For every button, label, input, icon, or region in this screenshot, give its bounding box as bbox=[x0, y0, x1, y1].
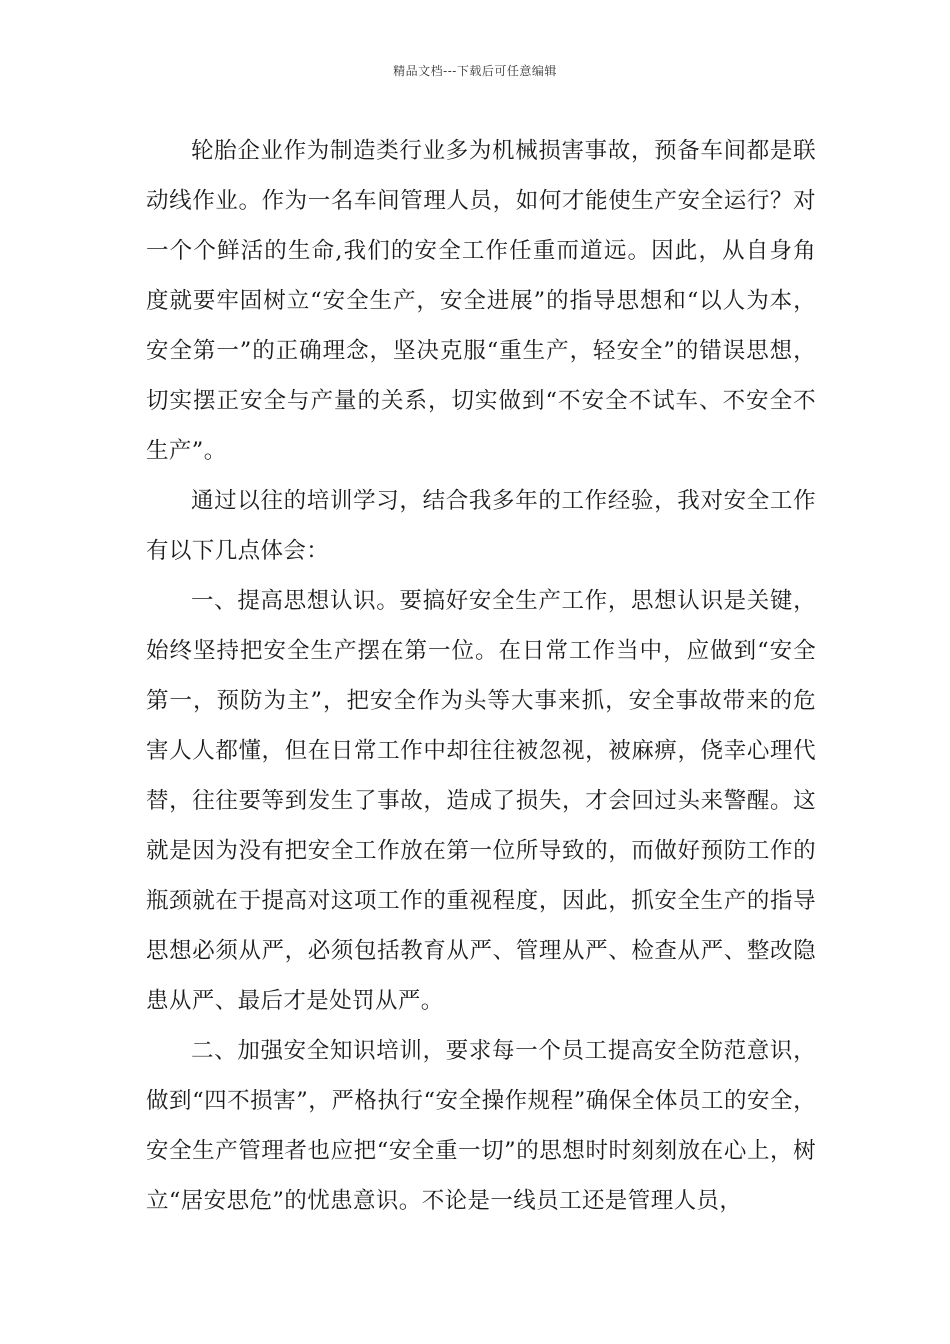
paragraph-intro: 轮胎企业作为制造类行业多为机械损害事故，预备车间都是联动线作业。作为一名车间管理人员，如何才能使生产安全运行？对一个个鲜活的生命,我们的安全工作任重而道远。因此，从自身角度就要牢固树立“安全生产，安全进展”的指导思想和“以人为本，安全第一”的正确理念，坚决克服“重生产，轻安全”的错误思想，切实摆正安全与产量的关系，切实做到“不安全不试车、不安全不生产”。 bbox=[146, 138, 816, 464]
page-header: 精品文档---下载后可任意编辑 bbox=[393, 64, 557, 78]
paragraph-point-two: 二、加强安全知识培训，要求每一个员工提高安全防范意识，做到“四不损害”，严格执行“安全操作规程”确保全体员工的安全，安全生产管理者也应把“安全重一切”的思想时时刻刻放在心上，树立“居安思危”的忧患意识。不论是一线员工还是管理人员， bbox=[146, 1038, 816, 1214]
document-body bbox=[146, 126, 816, 1226]
paragraph-experience: 通过以往的培训学习，结合我多年的工作经验，我对安全工作有以下几点体会： bbox=[146, 488, 816, 564]
paragraph-point-one: 一、提高思想认识。要搞好安全生产工作，思想认识是关键，始终坚持把安全生产摆在第一位。在日常工作当中，应做到“安全第一，预防为主”，把安全作为头等大事来抓，安全事故带来的危害人人都懂，但在日常工作中却往往被忽视，被麻痹，侥幸心理代替，往往要等到发生了事故，造成了损失，才会回过头来警醒。这就是因为没有把安全工作放在第一位所导致的，而做好预防工作的瓶颈就在于提高对这项工作的重视程度，因此，抓安全生产的指导思想必须从严，必须包括教育从严、管理从严、检查从严、整改隐患从严、最后才是处罚从严。 bbox=[146, 588, 816, 1014]
